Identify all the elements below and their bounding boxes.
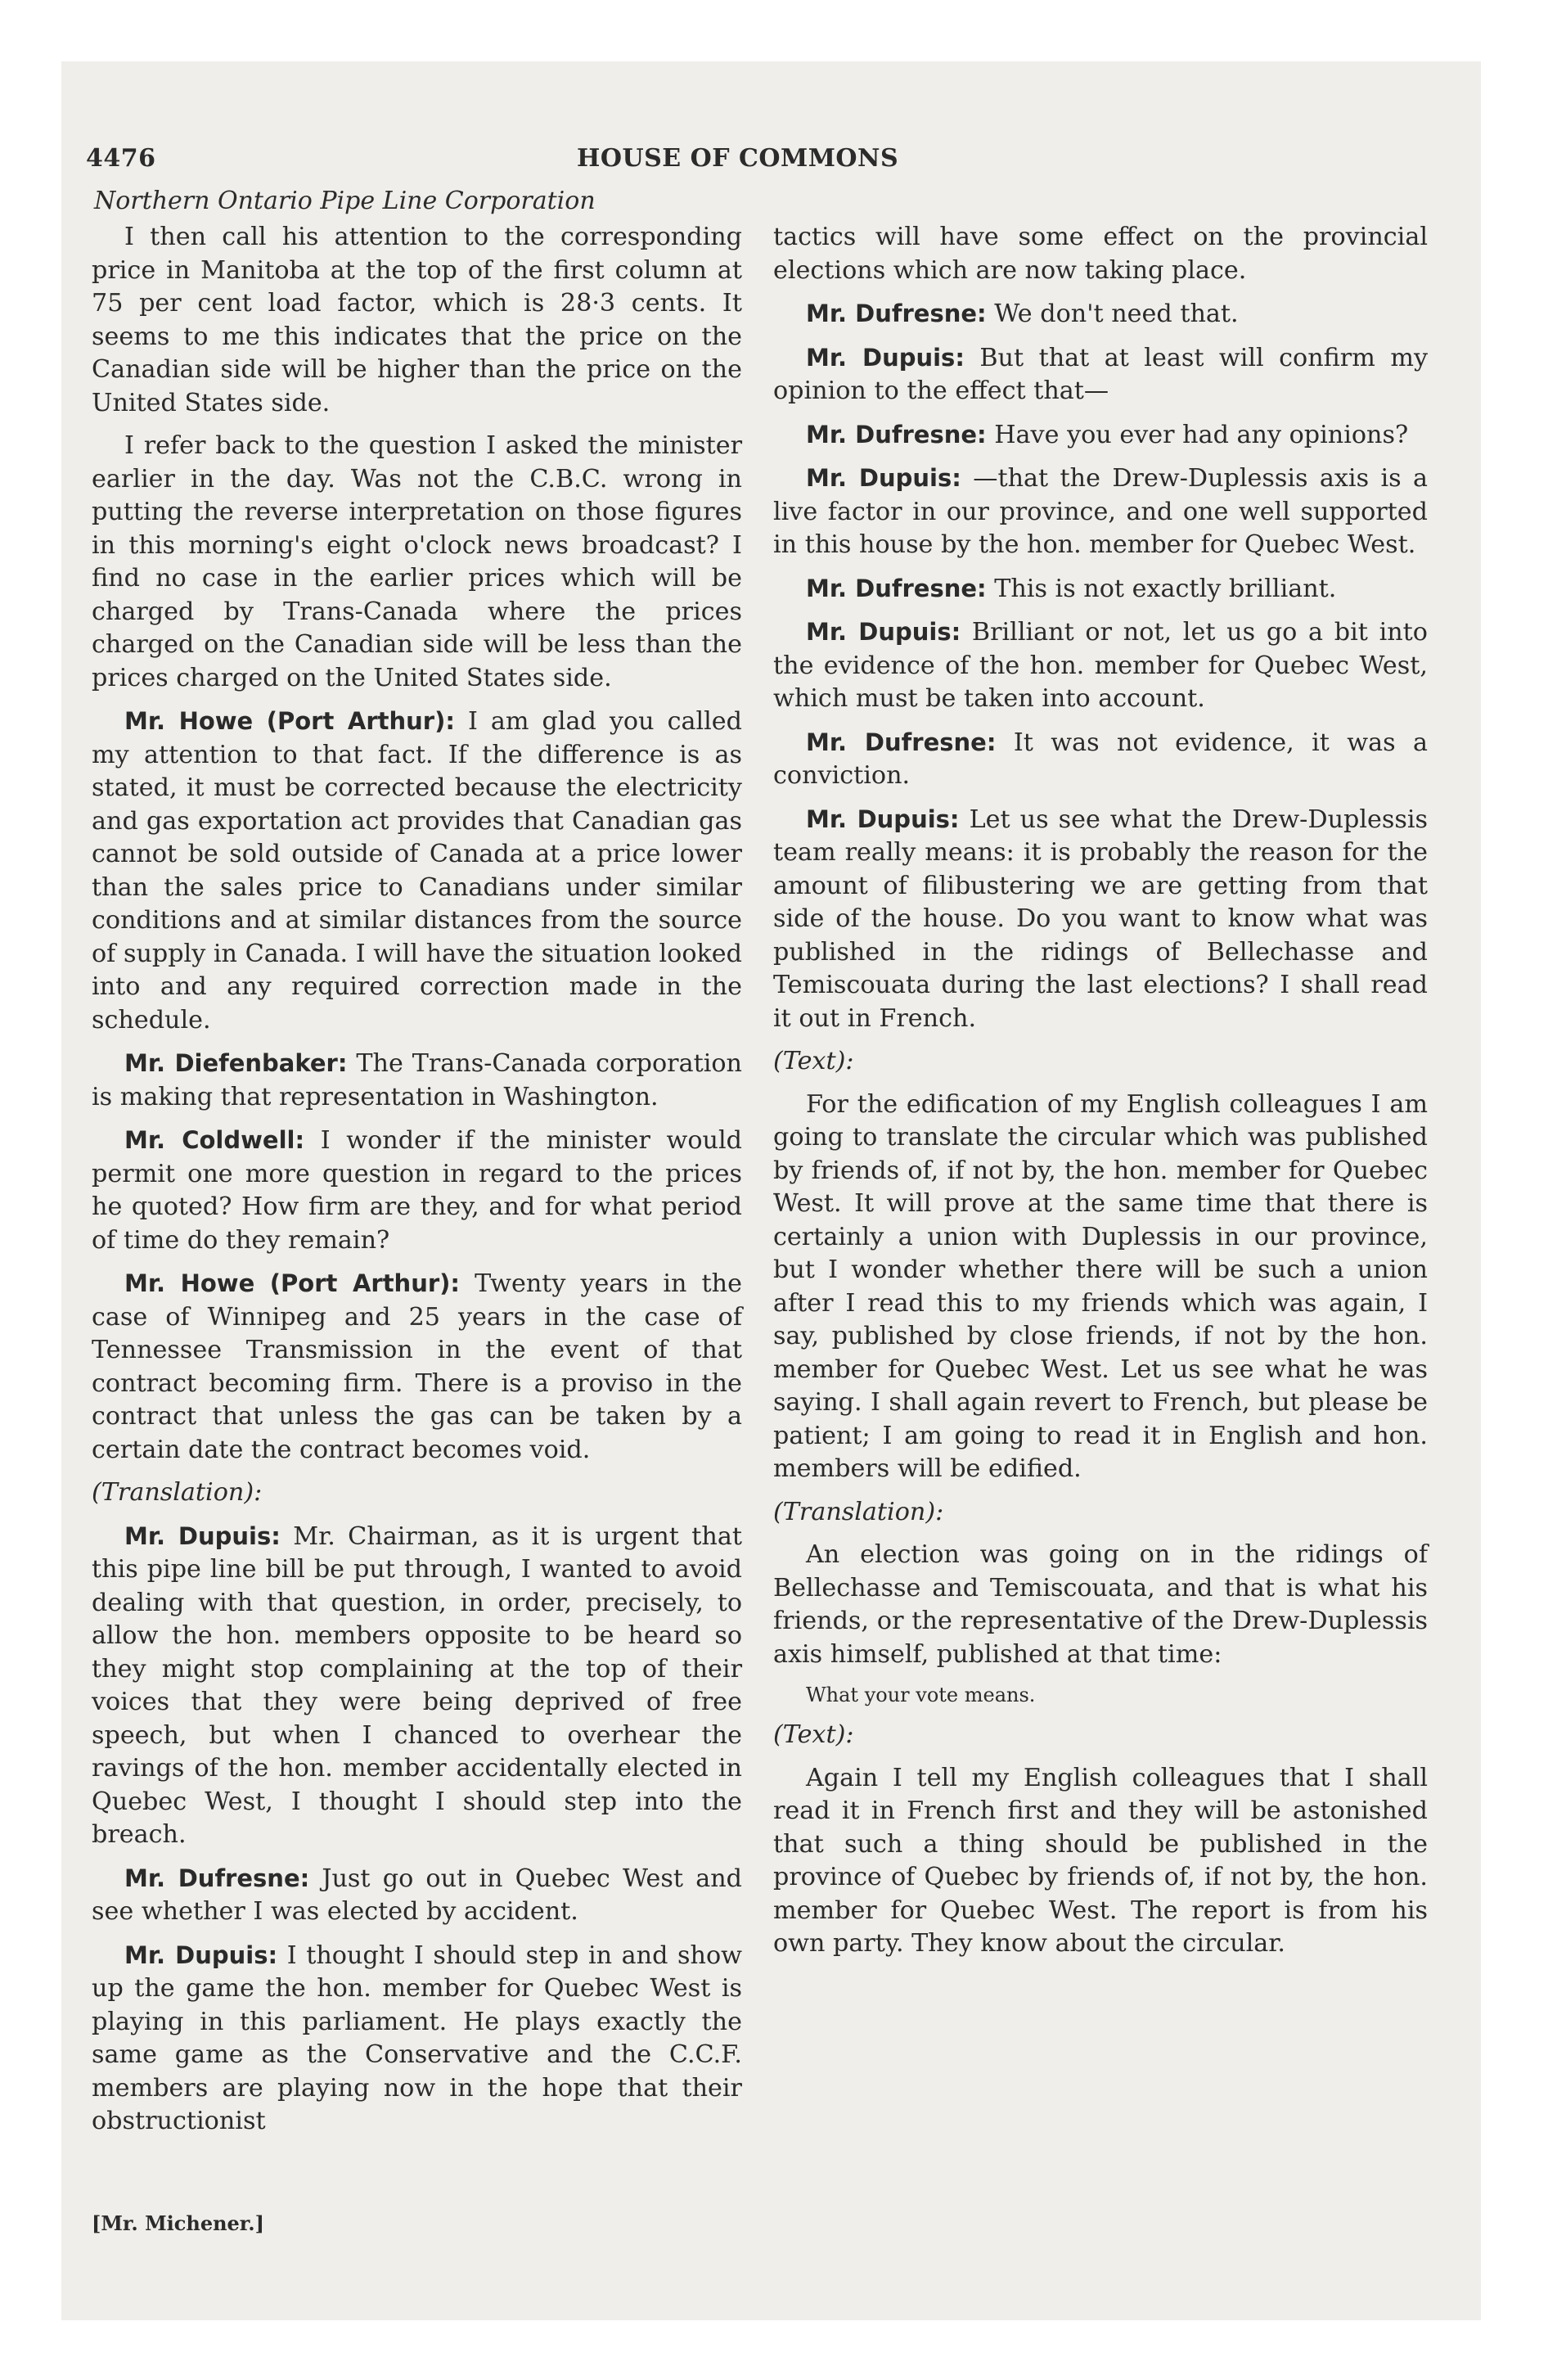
speech-text: But that at least will confirm my opinion to the effect that— (773, 343, 1428, 405)
speech-text: It was not evidence, it was a conviction. (773, 728, 1428, 790)
speaker-name: Mr. Dufresne: (806, 420, 987, 449)
page-footer: [Mr. Michener.] (92, 2211, 264, 2235)
speaker-name: Mr. Diefenbaker: (124, 1049, 348, 1077)
speaker-name: Mr. Dufresne: (806, 728, 997, 756)
speaker-name: Mr. Howe (Port Arthur): (124, 707, 455, 735)
speaker-name: Mr. Coldwell: (124, 1126, 305, 1154)
speech-text: Let us see what the Drew-Duplessis team really means: it is probably the reason for the amount of filibustering we are getting from that side of the house. Do you want to know what was published in the ridings of Bellechasse and Temiscouata during the last elections? I shall read it out in French. (773, 805, 1428, 1033)
speaker-name: Mr. Dufresne: (124, 1864, 310, 1892)
right-column (773, 221, 1428, 1971)
speaker-name: Mr. Dupuis: (806, 618, 961, 646)
speech-paragraph (773, 803, 1428, 1036)
speech-text: I am glad you called my attention to that fact. If the difference is as stated, it must be corrected because the electricity and gas exportation act provides that Canadian gas cannot be sold outside of Canada at a price lower than the sales price to Canadians under similar conditions and at similar distances from the source of supply in Canada. I will have the situation looked into and any required correction made in the schedule. (92, 707, 742, 1034)
speech-text: Have you ever had any opinions? (994, 420, 1409, 449)
speech-text: —that the Drew-Duplessis axis is a live factor in our province, and one well supported in this house by the hon. member for Quebec West. (773, 464, 1428, 559)
speech-paragraph (773, 1089, 1428, 1486)
speech-text: Brilliant or not, let us go a bit into the evidence of the hon. member for Quebec West, which must be taken into account. (773, 618, 1428, 713)
speech-text: I wonder if the minister would permit one more question in regard to the prices he quoted? How firm are they, and for what period of time do they remain? (92, 1126, 742, 1255)
speech-paragraph (92, 1862, 742, 1929)
speech-paragraph (773, 726, 1428, 793)
speech-text: Just go out in Quebec West and see whether I was elected by accident. (92, 1864, 742, 1926)
speaker-name: Mr. Dufresne: (806, 574, 987, 602)
speech-paragraph (92, 430, 742, 695)
speaker-name: Mr. Dupuis: (124, 1521, 281, 1550)
quoted-heading: What your vote means. (806, 1684, 1036, 1706)
speaker-name: Mr. Dupuis: (124, 1941, 278, 1969)
speaker-name: Mr. Dufresne: (806, 300, 987, 327)
speech-paragraph (773, 221, 1428, 287)
speech-text: tactics will have some effect on the provincial elections which are now taking place. (773, 223, 1428, 285)
speech-paragraph (92, 1520, 742, 1852)
speaker-name: Mr. Howe (Port Arthur): (124, 1269, 460, 1297)
speech-text: An election was going on in the ridings of Bellechasse and Temiscouata, and that is what his friends, or the representative of the Drew-Duplessis axis himself, published at that time: (773, 1540, 1428, 1669)
speaker-name: Mr. Dupuis: (806, 805, 960, 833)
section-subject: Northern Ontario Pipe Line Corporation (94, 187, 596, 215)
speech-paragraph (92, 1939, 742, 2139)
speech-text: The Trans-Canada corporation is making that representation in Washington. (92, 1049, 743, 1111)
speech-text: This is not exactly brilliant. (994, 574, 1337, 603)
left-column (92, 221, 742, 2148)
speech-paragraph (773, 341, 1428, 408)
speech-paragraph (773, 297, 1428, 331)
speech-paragraph (773, 462, 1428, 562)
stage-direction: (Translation): (92, 1478, 263, 1507)
speech-text: Again I tell my English colleagues that I shall read it in French first and they will be astonished that such a thing should be published in the province of Quebec by friends of, if not by, the hon. member for Quebec West. The report is from his own party. They know about the circular. (773, 1763, 1428, 1958)
speech-paragraph (773, 418, 1428, 453)
speech-text: I then call his attention to the corresponding price in Manitoba at the top of the first column at 75 per cent load factor, which is 28·3 cents. It seems to me this indicates that the price on the Canadian side will be higher than the price on the United States side. (92, 223, 742, 417)
speech-text: I refer back to the question I asked the minister earlier in the day. Was not the C.B.C. wrong in putting the reverse interpretation on those figures in this morning's eight o'clock news broadcast? I find no case in the earlier prices which will be charged by Trans-Canada where the prices charged on the Canadian side will be less than the prices charged on the United States side. (92, 431, 742, 692)
speech-text: For the edification of my English colleagues I am going to translate the circular which was published by friends of, if not by, the hon. member for Quebec West. It will prove at the same time that there is certainly a union with Duplessis in our province, but I wonder whether there will be such a union after I read this to my friends which was again, I say, published by close friends, if not by the hon. member for Quebec West. Let us see what he was saying. I shall again revert to French, but please be patient; I am going to read it in English and hon. members will be edified. (773, 1089, 1428, 1483)
stage-direction: (Text): (773, 1720, 854, 1749)
speaker-name: Mr. Dupuis: (806, 343, 965, 372)
speech-text: Mr. Chairman, as it is urgent that this pipe line bill be put through, I wanted to avoid dealing with that question, in order, precisely, to allow the hon. members opposite to be heard so they might stop complaining at the top of their voices that they were being deprived of free speech, but when I chanced to overhear the ravings of the hon. member accidentally elected in Quebec West, I thought I should step into the breach. (92, 1521, 742, 1849)
speech-text: Twenty years in the case of Winnipeg and 25 years in the case of Tennessee Transmission in the event of that contract becoming firm. There is a proviso in the contract that unless the gas can be taken by a certain date the contract becomes void. (92, 1269, 742, 1464)
speech-paragraph (773, 1762, 1428, 1961)
speech-text: I thought I should step in and show up the game the hon. member for Quebec West is playing in this parliament. He plays exactly the same game as the Conservative and the C.C.F. members are playing now in the hope that their obstructionist (92, 1941, 742, 2135)
speaker-name: Mr. Dupuis: (806, 464, 961, 492)
stage-direction: (Translation): (773, 1497, 944, 1526)
speech-paragraph (92, 1124, 742, 1257)
speech-paragraph (773, 1539, 1428, 1671)
stage-direction: (Text): (773, 1047, 854, 1075)
speech-paragraph (92, 705, 742, 1037)
speech-paragraph (92, 221, 742, 420)
speech-paragraph (92, 1047, 742, 1114)
speech-paragraph (92, 1267, 742, 1467)
speech-text: We don't need that. (994, 300, 1239, 328)
page-title: HOUSE OF COMMONS (577, 144, 899, 173)
speech-paragraph (773, 615, 1428, 716)
speech-paragraph (773, 572, 1428, 606)
page-number: 4476 (86, 144, 156, 173)
